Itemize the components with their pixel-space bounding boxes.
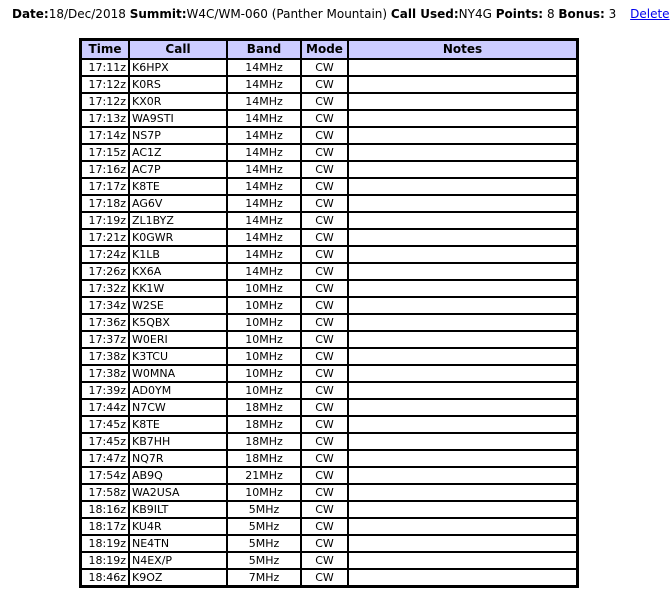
cell-time: 17:44z bbox=[81, 399, 129, 416]
cell-band: 18MHz bbox=[227, 399, 301, 416]
cell-mode: CW bbox=[301, 246, 348, 263]
cell-notes bbox=[348, 212, 577, 229]
cell-band: 5MHz bbox=[227, 501, 301, 518]
table-row bbox=[81, 76, 577, 93]
cell-notes bbox=[348, 178, 577, 195]
cell-time: 17:15z bbox=[81, 144, 129, 161]
cell-time: 17:12z bbox=[81, 76, 129, 93]
cell-band: 14MHz bbox=[227, 178, 301, 195]
table-row bbox=[81, 195, 577, 212]
cell-band: 14MHz bbox=[227, 263, 301, 280]
cell-time: 17:39z bbox=[81, 382, 129, 399]
summit-value: W4C/WM-060 (Panther Mountain) bbox=[186, 7, 388, 21]
points-value: 8 bbox=[546, 7, 555, 21]
cell-band: 14MHz bbox=[227, 212, 301, 229]
cell-call: K9OZ bbox=[129, 569, 227, 586]
cell-call: K8TE bbox=[129, 178, 227, 195]
column-header-call: Call bbox=[129, 40, 227, 59]
cell-time: 17:32z bbox=[81, 280, 129, 297]
cell-call: ZL1BYZ bbox=[129, 212, 227, 229]
cell-call: K8TE bbox=[129, 416, 227, 433]
cell-mode: CW bbox=[301, 110, 348, 127]
cell-mode: CW bbox=[301, 331, 348, 348]
table-row bbox=[81, 297, 577, 314]
table-row bbox=[81, 161, 577, 178]
cell-band: 18MHz bbox=[227, 450, 301, 467]
cell-notes bbox=[348, 416, 577, 433]
cell-time: 17:47z bbox=[81, 450, 129, 467]
cell-band: 14MHz bbox=[227, 127, 301, 144]
cell-mode: CW bbox=[301, 433, 348, 450]
table-row bbox=[81, 331, 577, 348]
cell-time: 17:36z bbox=[81, 314, 129, 331]
cell-mode: CW bbox=[301, 144, 348, 161]
cell-call: W2SE bbox=[129, 297, 227, 314]
cell-notes bbox=[348, 110, 577, 127]
cell-mode: CW bbox=[301, 263, 348, 280]
cell-time: 17:17z bbox=[81, 178, 129, 195]
table-row bbox=[81, 212, 577, 229]
cell-time: 17:14z bbox=[81, 127, 129, 144]
cell-band: 10MHz bbox=[227, 314, 301, 331]
cell-call: NQ7R bbox=[129, 450, 227, 467]
table-row bbox=[81, 229, 577, 246]
cell-call: K5QBX bbox=[129, 314, 227, 331]
table-row bbox=[81, 263, 577, 280]
table-row bbox=[81, 280, 577, 297]
cell-mode: CW bbox=[301, 535, 348, 552]
cell-band: 7MHz bbox=[227, 569, 301, 586]
cell-band: 10MHz bbox=[227, 484, 301, 501]
cell-band: 14MHz bbox=[227, 144, 301, 161]
cell-notes bbox=[348, 229, 577, 246]
cell-notes bbox=[348, 246, 577, 263]
cell-mode: CW bbox=[301, 569, 348, 586]
cell-call: KB9ILT bbox=[129, 501, 227, 518]
cell-notes bbox=[348, 331, 577, 348]
cell-notes bbox=[348, 450, 577, 467]
cell-mode: CW bbox=[301, 518, 348, 535]
column-header-mode: Mode bbox=[301, 40, 348, 59]
cell-band: 5MHz bbox=[227, 535, 301, 552]
cell-mode: CW bbox=[301, 195, 348, 212]
cell-notes bbox=[348, 93, 577, 110]
table-row bbox=[81, 365, 577, 382]
cell-time: 17:12z bbox=[81, 93, 129, 110]
cell-mode: CW bbox=[301, 314, 348, 331]
bonus-value: 3 bbox=[608, 7, 617, 21]
cell-time: 17:38z bbox=[81, 348, 129, 365]
cell-call: NS7P bbox=[129, 127, 227, 144]
call-used-label: Call Used: bbox=[390, 7, 459, 21]
cell-mode: CW bbox=[301, 552, 348, 569]
cell-mode: CW bbox=[301, 382, 348, 399]
cell-band: 5MHz bbox=[227, 518, 301, 535]
cell-mode: CW bbox=[301, 450, 348, 467]
cell-mode: CW bbox=[301, 484, 348, 501]
cell-time: 17:16z bbox=[81, 161, 129, 178]
cell-notes bbox=[348, 518, 577, 535]
cell-call: KX0R bbox=[129, 93, 227, 110]
cell-band: 18MHz bbox=[227, 433, 301, 450]
cell-time: 18:19z bbox=[81, 552, 129, 569]
cell-notes bbox=[348, 569, 577, 586]
cell-call: K0GWR bbox=[129, 229, 227, 246]
table-row bbox=[81, 93, 577, 110]
qso-log-table bbox=[79, 38, 579, 588]
cell-notes bbox=[348, 161, 577, 178]
table-row bbox=[81, 569, 577, 586]
table-row bbox=[81, 246, 577, 263]
cell-time: 17:18z bbox=[81, 195, 129, 212]
column-header-notes: Notes bbox=[348, 40, 577, 59]
cell-notes bbox=[348, 467, 577, 484]
table-row bbox=[81, 416, 577, 433]
cell-notes bbox=[348, 297, 577, 314]
cell-notes bbox=[348, 195, 577, 212]
cell-band: 10MHz bbox=[227, 280, 301, 297]
cell-mode: CW bbox=[301, 59, 348, 76]
date-value: 18/Dec/2018 bbox=[48, 7, 126, 21]
cell-notes bbox=[348, 59, 577, 76]
cell-band: 14MHz bbox=[227, 161, 301, 178]
table-row bbox=[81, 399, 577, 416]
cell-band: 14MHz bbox=[227, 59, 301, 76]
cell-time: 17:21z bbox=[81, 229, 129, 246]
qso-log-body bbox=[81, 59, 577, 586]
table-row bbox=[81, 535, 577, 552]
cell-call: WA2USA bbox=[129, 484, 227, 501]
cell-mode: CW bbox=[301, 161, 348, 178]
table-row bbox=[81, 501, 577, 518]
cell-notes bbox=[348, 552, 577, 569]
table-row bbox=[81, 433, 577, 450]
cell-mode: CW bbox=[301, 127, 348, 144]
cell-mode: CW bbox=[301, 93, 348, 110]
cell-band: 14MHz bbox=[227, 110, 301, 127]
cell-call: K1LB bbox=[129, 246, 227, 263]
cell-mode: CW bbox=[301, 280, 348, 297]
delete-link[interactable]: Delete bbox=[630, 7, 670, 21]
cell-call: K6HPX bbox=[129, 59, 227, 76]
cell-mode: CW bbox=[301, 467, 348, 484]
cell-mode: CW bbox=[301, 399, 348, 416]
cell-call: AC1Z bbox=[129, 144, 227, 161]
cell-mode: CW bbox=[301, 229, 348, 246]
cell-band: 10MHz bbox=[227, 365, 301, 382]
points-label: Points: bbox=[495, 7, 544, 21]
cell-band: 14MHz bbox=[227, 93, 301, 110]
cell-time: 17:54z bbox=[81, 467, 129, 484]
table-row bbox=[81, 110, 577, 127]
cell-band: 5MHz bbox=[227, 552, 301, 569]
table-row bbox=[81, 59, 577, 76]
cell-time: 18:16z bbox=[81, 501, 129, 518]
table-header-row bbox=[81, 40, 577, 59]
cell-time: 17:26z bbox=[81, 263, 129, 280]
cell-time: 17:38z bbox=[81, 365, 129, 382]
cell-time: 17:37z bbox=[81, 331, 129, 348]
cell-notes bbox=[348, 365, 577, 382]
cell-mode: CW bbox=[301, 76, 348, 93]
cell-call: AB9Q bbox=[129, 467, 227, 484]
table-row bbox=[81, 127, 577, 144]
cell-mode: CW bbox=[301, 297, 348, 314]
cell-mode: CW bbox=[301, 416, 348, 433]
cell-notes bbox=[348, 314, 577, 331]
table-row bbox=[81, 484, 577, 501]
cell-band: 10MHz bbox=[227, 348, 301, 365]
cell-call: KU4R bbox=[129, 518, 227, 535]
call-used-value: NY4G bbox=[458, 7, 492, 21]
cell-call: WA9STI bbox=[129, 110, 227, 127]
cell-notes bbox=[348, 501, 577, 518]
table-row bbox=[81, 314, 577, 331]
date-label: Date: bbox=[12, 7, 49, 21]
cell-notes bbox=[348, 433, 577, 450]
cell-time: 18:19z bbox=[81, 535, 129, 552]
cell-notes bbox=[348, 535, 577, 552]
cell-notes bbox=[348, 76, 577, 93]
cell-mode: CW bbox=[301, 212, 348, 229]
summit-label: Summit: bbox=[129, 7, 187, 21]
cell-notes bbox=[348, 348, 577, 365]
table-row bbox=[81, 518, 577, 535]
cell-time: 17:13z bbox=[81, 110, 129, 127]
cell-band: 14MHz bbox=[227, 195, 301, 212]
bonus-label: Bonus: bbox=[558, 7, 605, 21]
cell-call: W0ERI bbox=[129, 331, 227, 348]
cell-call: NE4TN bbox=[129, 535, 227, 552]
cell-notes bbox=[348, 399, 577, 416]
cell-call: K3TCU bbox=[129, 348, 227, 365]
cell-time: 17:24z bbox=[81, 246, 129, 263]
cell-time: 17:11z bbox=[81, 59, 129, 76]
cell-call: W0MNA bbox=[129, 365, 227, 382]
cell-call: AC7P bbox=[129, 161, 227, 178]
cell-call: KK1W bbox=[129, 280, 227, 297]
cell-mode: CW bbox=[301, 501, 348, 518]
cell-notes bbox=[348, 127, 577, 144]
column-header-time: Time bbox=[81, 40, 129, 59]
cell-time: 17:58z bbox=[81, 484, 129, 501]
cell-call: AD0YM bbox=[129, 382, 227, 399]
cell-call: K0RS bbox=[129, 76, 227, 93]
column-header-band: Band bbox=[227, 40, 301, 59]
cell-band: 10MHz bbox=[227, 331, 301, 348]
cell-call: AG6V bbox=[129, 195, 227, 212]
cell-call: N4EX/P bbox=[129, 552, 227, 569]
cell-time: 17:19z bbox=[81, 212, 129, 229]
cell-band: 14MHz bbox=[227, 229, 301, 246]
table-row bbox=[81, 450, 577, 467]
cell-call: KB7HH bbox=[129, 433, 227, 450]
cell-band: 14MHz bbox=[227, 76, 301, 93]
cell-notes bbox=[348, 144, 577, 161]
cell-band: 10MHz bbox=[227, 297, 301, 314]
cell-notes bbox=[348, 484, 577, 501]
cell-band: 21MHz bbox=[227, 467, 301, 484]
cell-time: 18:46z bbox=[81, 569, 129, 586]
table-row bbox=[81, 382, 577, 399]
table-row bbox=[81, 348, 577, 365]
cell-notes bbox=[348, 280, 577, 297]
table-row bbox=[81, 144, 577, 161]
cell-band: 10MHz bbox=[227, 382, 301, 399]
table-row bbox=[81, 178, 577, 195]
cell-call: KX6A bbox=[129, 263, 227, 280]
cell-band: 18MHz bbox=[227, 416, 301, 433]
table-row bbox=[81, 467, 577, 484]
cell-time: 17:34z bbox=[81, 297, 129, 314]
cell-band: 14MHz bbox=[227, 246, 301, 263]
cell-time: 18:17z bbox=[81, 518, 129, 535]
cell-mode: CW bbox=[301, 348, 348, 365]
cell-mode: CW bbox=[301, 365, 348, 382]
activation-summary-header bbox=[12, 6, 670, 22]
cell-call: N7CW bbox=[129, 399, 227, 416]
cell-mode: CW bbox=[301, 178, 348, 195]
cell-notes bbox=[348, 382, 577, 399]
cell-time: 17:45z bbox=[81, 433, 129, 450]
cell-notes bbox=[348, 263, 577, 280]
table-row bbox=[81, 552, 577, 569]
cell-time: 17:45z bbox=[81, 416, 129, 433]
